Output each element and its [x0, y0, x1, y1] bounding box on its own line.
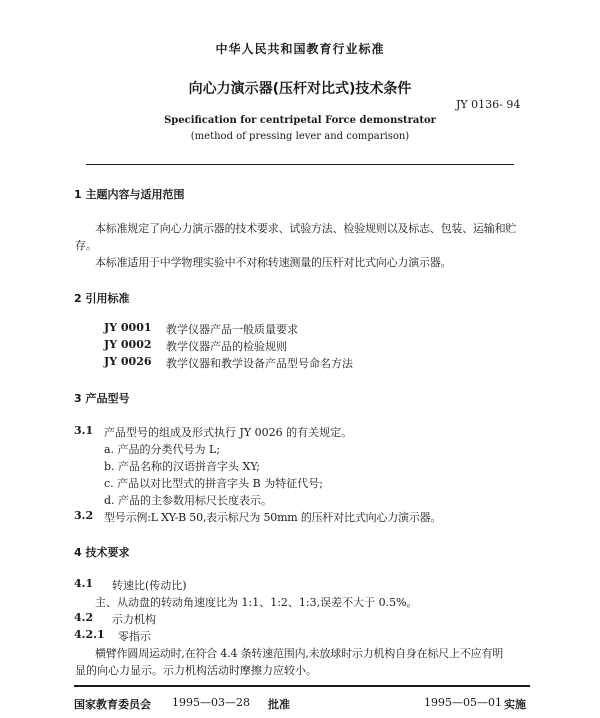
section-1-paragraph-1: 本标准规定了向心力演示器的技术要求、试验方法、检验规则以及标志、包装、运输和贮: [95, 222, 517, 235]
reference-title: 教学仪器产品的检验规则: [166, 340, 287, 353]
standard-code: JY 0136- 94: [456, 98, 521, 111]
clause-4-2-1-line-1: 横臂作圆周运动时,在符合 4.4 条转速范围内,未放球时示力机构自身在标尺上不应有明: [95, 647, 504, 660]
clause-number: 3.2: [74, 509, 94, 522]
section-3-heading: 3 产品型号: [74, 392, 130, 405]
list-item: d. 产品的主参数用标尺长度表示。: [104, 494, 273, 507]
document-title: 向心力演示器(压杆对比式)技术条件: [188, 81, 412, 97]
clause-4-1-title: 转速比(传动比): [112, 579, 187, 592]
clause-4-2-1-title: 零指示: [118, 630, 151, 643]
reference-code: JY 0001: [104, 321, 152, 334]
list-item: b. 产品名称的汉语拼音字头 XY;: [104, 460, 260, 473]
section-1-paragraph-2: 本标准适用于中学物理实验中不对称转速测量的压杆对比式向心力演示器。: [95, 256, 452, 269]
approve-date: 1995—03—28: [172, 696, 250, 709]
implementation-label: 实施: [504, 698, 526, 711]
implementation-date: 1995—05—01: [424, 696, 502, 709]
org-standard-title: 中华人民共和国教育行业标准: [215, 42, 385, 56]
clause-3-2-text: 型号示例:L XY-B 50,表示标尺为 50mm 的压杆对比式向心力演示器。: [104, 511, 442, 524]
english-title-line2: (method of pressing lever and comparison): [190, 131, 410, 142]
section-4-heading: 4 技术要求: [74, 546, 130, 559]
reference-code: JY 0002: [104, 338, 152, 351]
list-item: a. 产品的分类代号为 L;: [104, 443, 221, 456]
reference-code: JY 0026: [104, 355, 152, 368]
reference-title: 教学仪器和教学设备产品型号命名方法: [166, 357, 353, 370]
list-item: c. 产品以对比型式的拼音字头 B 为特征代号;: [104, 477, 323, 490]
header-divider: [86, 164, 514, 165]
clause-number: 4.2: [74, 611, 94, 624]
footer-divider: [74, 685, 530, 687]
section-1-heading: 1 主题内容与适用范围: [74, 188, 185, 201]
clause-4-2-title: 示力机构: [112, 613, 156, 626]
section-1-paragraph-1-cont: 存。: [75, 239, 97, 252]
clause-4-1-text: 主、从动盘的转动角速度比为 1:1、1:2、1:3,误差不大于 0.5%。: [95, 596, 418, 609]
approve-label: 批准: [268, 698, 290, 711]
clause-3-1-text: 产品型号的组成及形式执行 JY 0026 的有关规定。: [104, 426, 353, 439]
reference-title: 教学仪器产品一般质量要求: [166, 323, 298, 336]
english-title-line1: Specification for centripetal Force demonstrator: [164, 115, 436, 126]
clause-number: 3.1: [74, 424, 94, 437]
issuer: 国家教育委员会: [74, 698, 151, 711]
clause-number: 4.2.1: [74, 628, 105, 641]
section-2-heading: 2 引用标准: [74, 292, 130, 305]
clause-number: 4.1: [74, 577, 94, 590]
clause-4-2-1-line-2: 显的向心力显示。示力机构活动时摩擦力应较小。: [75, 664, 317, 677]
